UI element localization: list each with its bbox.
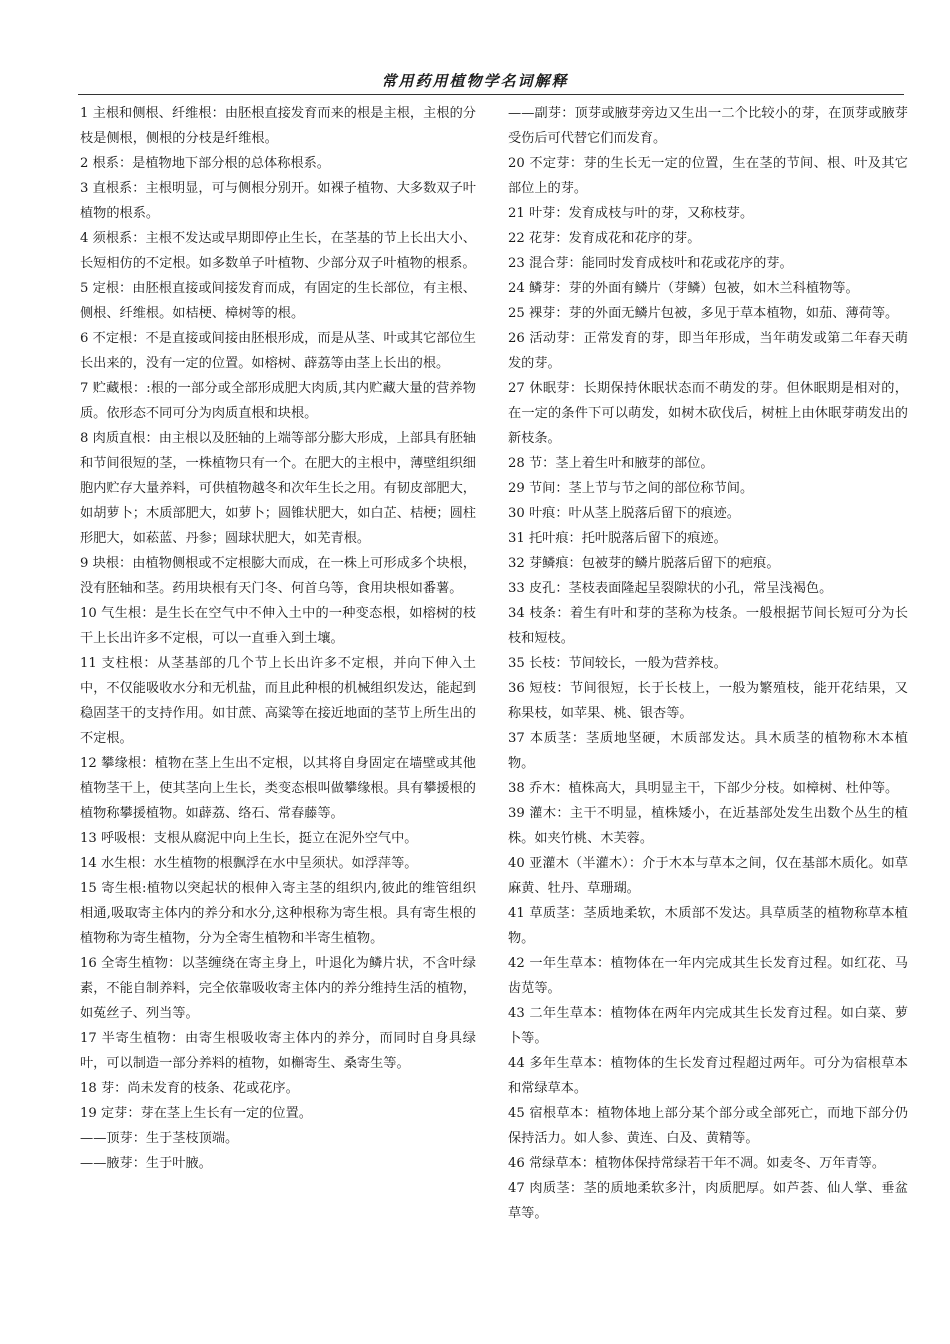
term-entry: ——副芽：顶芽或腋芽旁边又生出一二个比较小的芽，在顶芽或腋芽受伤后可代替它们而发育。 [508,106,908,146]
term-entry: 32 芽鳞痕：包被芽的鳞片脱落后留下的疤痕。 [508,556,780,571]
term-entry: 1 主根和侧根、纤维根：由胚根直接发育而来的根是主根，主根的分枝是侧根，侧根的分枝是纤维根。 [80,106,476,146]
term-entry: 35 长枝：节间较长，一般为营养枝。 [508,656,727,671]
term-entry: 10 气生根：是生长在空气中不伸入土中的一种变态根，如榕树的枝干上长出许多不定根，可以一直垂入到土壤。 [80,606,476,646]
page-title: 常用药用植物学名词解释 [381,72,569,90]
term-entry: 36 短枝：节间很短，长于长枝上，一般为繁殖枝，能开花结果，又称果枝，如苹果、桃、银杏等。 [508,681,908,721]
title-divider [78,94,904,95]
term-entry: 20 不定芽：芽的生长无一定的位置，生在茎的节间、根、叶及其它部位上的芽。 [508,156,908,196]
term-entry: 23 混合芽：能同时发育成枝叶和花或花序的芽。 [508,256,793,271]
term-entry: 15 寄生根:植物以突起状的根伸入寄主茎的组织内,彼此的维管组织相通,吸取寄主体内的养分和水分,这种根称为寄生根。具有寄生根的植物称为寄生植物，分为全寄生植物和半寄生植物。 [80,881,476,946]
term-entry: 13 呼吸根：支根从腐泥中向上生长，挺立在泥外空气中。 [80,831,418,846]
term-entry: 37 本质茎：茎质地坚硬，木质部发达。具木质茎的植物称木本植物。 [508,731,908,771]
term-entry: 2 根系：是植物地下部分根的总体称根系。 [80,156,330,171]
term-entry: 9 块根：由植物侧根或不定根膨大而成，在一株上可形成多个块根，没有胚轴和茎。药用块根有天门冬、何首乌等，食用块根如番薯。 [80,556,476,596]
term-entry: 19 定芽：芽在茎上生长有一定的位置。 [80,1106,312,1121]
term-entry: 8 肉质直根：由主根以及胚轴的上端等部分膨大形成，上部具有胚轴和节间很短的茎，一株植物只有一个。在肥大的主根中，薄壁组织细胞内贮存大量养料，可供植物越冬和次年生长之用。有韧皮部肥大，如胡萝卜；木质部肥大，如萝卜；圆锥状肥大，如白芷、桔梗；圆柱形肥大，如菘蓝、丹参；圆球状肥大，如芜青根。 [80,431,476,546]
term-entry: 46 常绿草本：植物体保持常绿若干年不凋。如麦冬、万年青等。 [508,1156,886,1171]
term-entry: 6 不定根：不是直接或间接由胚根形成，而是从茎、叶或其它部位生长出来的，没有一定的位置。如榕树、薜荔等由茎上长出的根。 [80,331,476,371]
term-entry: 25 裸芽：芽的外面无鳞片包被，多见于草本植物，如茄、薄荷等。 [508,306,899,321]
term-entry: 11 支柱根：从茎基部的几个节上长出许多不定根，并向下伸入土中，不仅能吸收水分和无机盐，而且此种根的机械组织发达，能起到稳固茎干的支持作用。如甘蔗、高粱等在接近地面的茎节上所生出的不定根。 [80,656,476,746]
term-entry: 17 半寄生植物：由寄生根吸收寄主体内的养分，而同时自身具绿叶，可以制造一部分养料的植物，如槲寄生、桑寄生等。 [80,1031,476,1071]
term-entry: 21 叶芽：发育成枝与叶的芽，又称枝芽。 [508,206,754,221]
term-entry: 43 二年生草本：植物体在两年内完成其生长发育过程。如白菜、萝卜等。 [508,1006,908,1046]
term-entry: 41 草质茎：茎质地柔软，木质部不发达。具草质茎的植物称草本植物。 [508,906,908,946]
term-entry: 33 皮孔：茎枝表面隆起呈裂隙状的小孔，常呈浅褐色。 [508,581,833,596]
term-entry: 28 节：茎上着生叶和腋芽的部位。 [508,456,714,471]
term-entry: 44 多年生草本：植物体的生长发育过程超过两年。可分为宿根草本和常绿草本。 [508,1056,908,1096]
term-entry: 31 托叶痕：托叶脱落后留下的痕迹。 [508,531,727,546]
term-entry: 22 花芽：发育成花和花序的芽。 [508,231,701,246]
term-entry: 7 贮藏根：:根的一部分或全部形成肥大肉质,其内贮藏大量的营养物质。依形态不同可分为肉质直根和块根。 [80,381,476,421]
left-column [80,101,476,1176]
term-entry: 47 肉质茎：茎的质地柔软多汁，肉质肥厚。如芦荟、仙人掌、垂盆草等。 [508,1181,908,1221]
term-entry: 12 攀缘根：植物在茎上生出不定根，以其将自身固定在墙壁或其他植物茎干上，使其茎向上生长，类变态根叫做攀缘根。具有攀援根的植物称攀援植物。如薜荔、络石、常春藤等。 [80,756,476,821]
term-entry: 24 鳞芽：芽的外面有鳞片（芽鳞）包被，如木兰科植物等。 [508,281,859,296]
term-entry: 18 芽：尚未发育的枝条、花或花序。 [80,1081,299,1096]
right-column [508,101,908,1226]
term-entry: 45 宿根草本：植物体地上部分某个部分或全部死亡，而地下部分仍保持活力。如人参、黄连、白及、黄精等。 [508,1106,908,1146]
term-entry: 42 一年生草本：植物体在一年内完成其生长发育过程。如红花、马齿苋等。 [508,956,908,996]
term-entry: 38 乔木：植株高大，具明显主干，下部少分枝。如樟树、杜仲等。 [508,781,899,796]
term-entry: 14 水生根：水生植物的根飘浮在水中呈须状。如浮萍等。 [80,856,418,871]
term-entry: ——腋芽：生于叶腋。 [80,1156,212,1171]
term-entry: 39 灌木：主干不明显，植株矮小，在近基部处发生出数个丛生的植株。如夹竹桃、木芙蓉。 [508,806,908,846]
term-entry: 26 活动芽：正常发育的芽，即当年形成，当年萌发或第二年春天萌发的芽。 [508,331,908,371]
term-entry: 29 节间：茎上节与节之间的部位称节间。 [508,481,754,496]
term-entry: 34 枝条：着生有叶和芽的茎称为枝条。一般根据节间长短可分为长枝和短枝。 [508,606,908,646]
term-entry: 3 直根系：主根明显，可与侧根分别开。如裸子植物、大多数双子叶植物的根系。 [80,181,476,221]
term-entry: 30 叶痕：叶从茎上脱落后留下的痕迹。 [508,506,740,521]
term-entry: 4 须根系：主根不发达或早期即停止生长，在茎基的节上长出大小、长短相仿的不定根。如多数单子叶植物、少部分双子叶植物的根系。 [80,231,476,271]
term-entry: 16 全寄生植物：以茎缠绕在寄主身上，叶退化为鳞片状，不含叶绿素，不能自制养料，完全依靠吸收寄主体内的养分维持生活的植物，如菟丝子、列当等。 [80,956,476,1021]
term-entry: 27 休眠芽：长期保持休眠状态而不萌发的芽。但休眠期是相对的，在一定的条件下可以萌发，如树木砍伐后，树桩上由休眠芽萌发出的新枝条。 [508,381,908,446]
term-entry: ——顶芽：生于茎枝顶端。 [80,1131,239,1146]
term-entry: 5 定根：由胚根直接或间接发育而成，有固定的生长部位，有主根、侧根、纤维根。如桔梗、樟树等的根。 [80,281,476,321]
term-entry: 40 亚灌木（半灌木）：介于木本与草本之间，仅在基部木质化。如草麻黄、牡丹、草珊瑚。 [508,856,908,896]
